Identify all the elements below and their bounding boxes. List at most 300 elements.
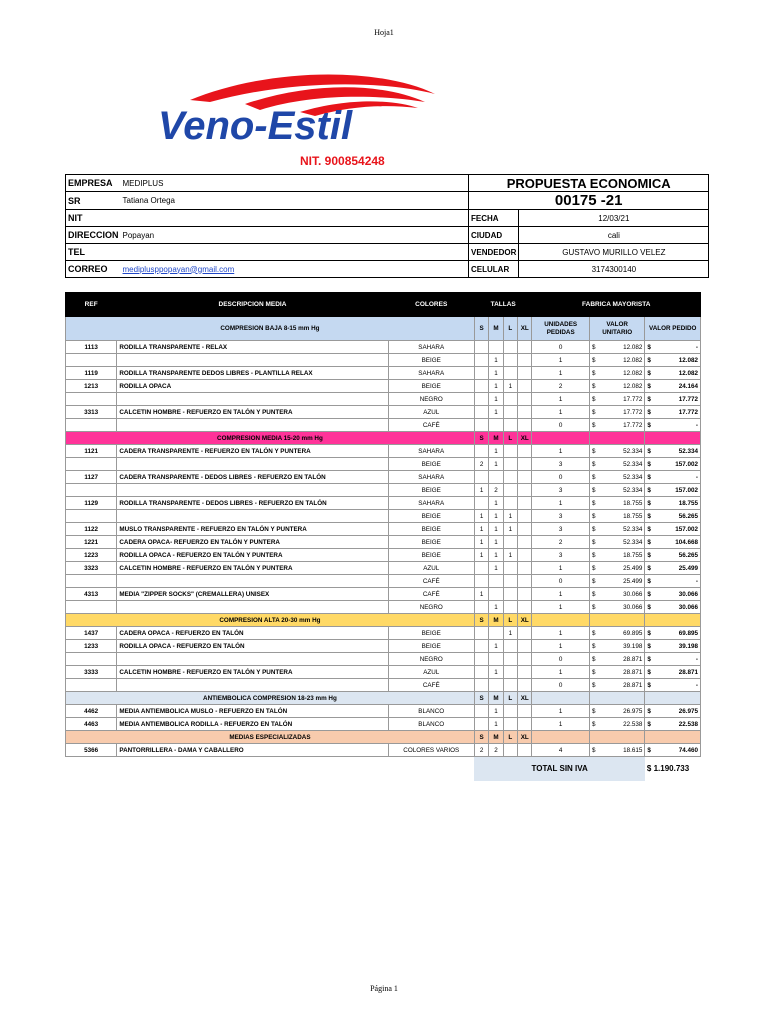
currency-symbol: $ [647, 395, 651, 403]
unit-value-amount: 28.871 [623, 681, 643, 689]
unit-value-amount: 17.772 [623, 408, 643, 416]
order-value-amount: - [695, 421, 698, 429]
currency-symbol: $ [647, 473, 651, 481]
row-unit-value [589, 523, 644, 536]
section-title: COMPRESION BAJA 8-15 mm Hg [66, 317, 475, 341]
unit-value-amount: 52.334 [623, 538, 643, 546]
row-order-value [645, 549, 701, 562]
empresa-value: MEDIPLUS [121, 175, 469, 192]
row-color: COLORES VARIOS [388, 744, 474, 757]
row-description [117, 484, 388, 497]
order-value-amount: 17.772 [678, 395, 698, 403]
currency-symbol: $ [591, 447, 596, 455]
row-color: BEIGE [388, 549, 474, 562]
size-m-header: M [489, 614, 503, 627]
row-color: SAHARA [388, 471, 474, 484]
row-description [117, 679, 388, 692]
row-order-value [645, 562, 701, 575]
row-ref [66, 458, 117, 471]
table-row [66, 380, 701, 393]
row-description: MEDIA "ZIPPER SOCKS" (CREMALLERA) UNISEX [117, 588, 388, 601]
unit-value-amount: 12.082 [623, 369, 643, 377]
unit-value-amount: 12.082 [623, 382, 643, 390]
row-description [117, 601, 388, 614]
row-size-xl [518, 653, 532, 666]
row-unit-value [589, 562, 644, 575]
col-colores: COLORES [388, 293, 474, 317]
row-units: 1 [532, 562, 590, 575]
table-row [66, 510, 701, 523]
currency-symbol: $ [647, 564, 651, 572]
section-header-row [66, 731, 701, 744]
company-nit: NIT. 900854248 [300, 154, 385, 168]
currency-symbol: $ [591, 538, 596, 546]
row-units: 3 [532, 523, 590, 536]
row-size-m [489, 575, 503, 588]
row-size-l [503, 367, 517, 380]
table-row [66, 653, 701, 666]
table-row [66, 419, 701, 432]
section-title: COMPRESION MEDIA 15-20 mm Hg [66, 432, 475, 445]
unit-value-amount: 28.871 [623, 668, 643, 676]
order-value-amount: 12.082 [678, 369, 698, 377]
row-size-xl [518, 536, 532, 549]
currency-symbol: $ [647, 681, 651, 689]
currency-symbol: $ [591, 564, 596, 572]
row-size-xl [518, 510, 532, 523]
direccion-label: DIRECCION [66, 227, 121, 244]
row-order-value [645, 640, 701, 653]
row-size-s [474, 679, 488, 692]
table-row [66, 523, 701, 536]
row-color: BLANCO [388, 718, 474, 731]
row-size-l [503, 354, 517, 367]
row-ref: 1437 [66, 627, 117, 640]
row-units: 3 [532, 510, 590, 523]
row-units: 1 [532, 445, 590, 458]
row-order-value [645, 484, 701, 497]
row-size-m [489, 588, 503, 601]
size-s-header: S [474, 432, 488, 445]
row-description [117, 419, 388, 432]
row-unit-value [589, 549, 644, 562]
currency-symbol: $ [647, 668, 651, 676]
order-value-amount: 24.164 [678, 382, 698, 390]
client-info-table [65, 174, 709, 278]
row-description: PANTORRILLERA - DAMA Y CABALLERO [117, 744, 388, 757]
row-color: BEIGE [388, 458, 474, 471]
row-units: 3 [532, 549, 590, 562]
row-unit-value [589, 497, 644, 510]
row-unit-value [589, 627, 644, 640]
row-ref [66, 419, 117, 432]
row-unit-value [589, 653, 644, 666]
currency-symbol: $ [647, 343, 651, 351]
proposal-number: 00175 -21 [469, 192, 709, 210]
order-value-amount: 30.066 [678, 590, 698, 598]
order-value-amount: 56.265 [678, 551, 698, 559]
currency-symbol: $ [591, 486, 596, 494]
currency-symbol: $ [591, 642, 596, 650]
table-row [66, 627, 701, 640]
row-description: CADERA OPACA - REFUERZO EN TALÓN [117, 627, 388, 640]
row-description: CADERA OPACA- REFUERZO EN TALÓN Y PUNTERA [117, 536, 388, 549]
row-color: BEIGE [388, 380, 474, 393]
order-value-amount: 18.755 [678, 499, 698, 507]
section-header-row [66, 614, 701, 627]
currency-symbol: $ [591, 668, 596, 676]
col-ref: REF [66, 293, 117, 317]
row-unit-value [589, 484, 644, 497]
row-units: 1 [532, 627, 590, 640]
row-size-m: 2 [489, 484, 503, 497]
row-units: 1 [532, 640, 590, 653]
row-units: 3 [532, 458, 590, 471]
order-value-amount: - [695, 681, 698, 689]
row-size-s [474, 653, 488, 666]
table-row [66, 484, 701, 497]
row-ref [66, 679, 117, 692]
row-ref: 1113 [66, 341, 117, 354]
row-size-s [474, 419, 488, 432]
row-size-s: 1 [474, 588, 488, 601]
row-order-value [645, 458, 701, 471]
row-size-xl [518, 562, 532, 575]
currency-symbol: $ [591, 512, 596, 520]
size-s-header: S [474, 317, 488, 341]
row-order-value [645, 471, 701, 484]
unit-value-amount: 25.499 [623, 564, 643, 572]
row-size-s [474, 627, 488, 640]
table-row [66, 341, 701, 354]
row-units: 2 [532, 380, 590, 393]
row-size-l [503, 640, 517, 653]
size-l-header: L [503, 432, 517, 445]
nit-value [121, 210, 469, 227]
row-description: MEDIA ANTIEMBOLICA RODILLA - REFUERZO EN TALÓN [117, 718, 388, 731]
order-value-amount: 157.002 [675, 460, 698, 468]
row-size-l: 1 [503, 523, 517, 536]
row-description [117, 354, 388, 367]
row-order-value [645, 497, 701, 510]
fecha-label: FECHA [469, 210, 519, 227]
row-size-m: 1 [489, 393, 503, 406]
total-value [645, 757, 701, 781]
section-header-empty [589, 692, 644, 705]
col-fabrica: FABRICA MAYORISTA [532, 293, 701, 317]
row-size-s [474, 562, 488, 575]
row-color: BEIGE [388, 627, 474, 640]
row-size-l [503, 588, 517, 601]
row-order-value [645, 536, 701, 549]
row-ref: 5366 [66, 744, 117, 757]
unit-value-amount: 25.499 [623, 577, 643, 585]
row-order-value [645, 575, 701, 588]
row-size-xl [518, 497, 532, 510]
row-order-value [645, 419, 701, 432]
order-value-amount: - [695, 473, 698, 481]
vendedor-value: GUSTAVO MURILLO VELEZ [519, 244, 709, 261]
unit-value-amount: 52.334 [623, 447, 643, 455]
row-size-m [489, 471, 503, 484]
row-size-s [474, 380, 488, 393]
row-units: 1 [532, 601, 590, 614]
row-units: 1 [532, 705, 590, 718]
table-row [66, 562, 701, 575]
row-ref: 1127 [66, 471, 117, 484]
col-tallas: TALLAS [474, 293, 532, 317]
currency-symbol: $ [647, 447, 651, 455]
currency-symbol: $ [647, 720, 651, 728]
row-size-l [503, 458, 517, 471]
currency-symbol: $ [591, 590, 596, 598]
row-units: 0 [532, 575, 590, 588]
row-units: 4 [532, 744, 590, 757]
row-units: 1 [532, 406, 590, 419]
row-ref [66, 510, 117, 523]
row-color: BEIGE [388, 523, 474, 536]
currency-symbol: $ [647, 460, 651, 468]
page-footer: Página 1 [370, 984, 398, 993]
size-xl-header: XL [518, 614, 532, 627]
row-size-m: 1 [489, 549, 503, 562]
size-xl-header: XL [518, 692, 532, 705]
row-color: NEGRO [388, 393, 474, 406]
currency-symbol: $ [591, 655, 596, 663]
table-row [66, 445, 701, 458]
row-size-s [474, 705, 488, 718]
row-units: 0 [532, 653, 590, 666]
row-size-s [474, 575, 488, 588]
section-header-empty [532, 432, 590, 445]
row-size-m [489, 627, 503, 640]
row-size-s: 1 [474, 510, 488, 523]
row-unit-value [589, 666, 644, 679]
currency-symbol: $ [591, 525, 596, 533]
row-size-l: 1 [503, 549, 517, 562]
row-size-m: 1 [489, 718, 503, 731]
row-ref: 4463 [66, 718, 117, 731]
row-color: AZUL [388, 666, 474, 679]
currency-symbol: $ [647, 551, 651, 559]
order-value-header: VALOR PEDIDO [645, 317, 701, 341]
order-value-amount: 52.334 [678, 447, 698, 455]
correo-link[interactable]: mediplusppopayan@gmail.com [121, 261, 469, 278]
unit-value-amount: 52.334 [623, 460, 643, 468]
order-value-amount: - [695, 343, 698, 351]
row-size-m: 2 [489, 744, 503, 757]
section-header-empty [645, 731, 701, 744]
order-value-amount: 22.538 [678, 720, 698, 728]
row-ref: 3313 [66, 406, 117, 419]
row-units: 1 [532, 666, 590, 679]
units-header: UNIDADES PEDIDAS [532, 317, 590, 341]
currency-symbol: $ [647, 603, 651, 611]
row-size-s: 1 [474, 523, 488, 536]
ciudad-label: CIUDAD [469, 227, 519, 244]
nit-label: NIT [66, 210, 121, 227]
order-value-amount: 17.772 [678, 408, 698, 416]
row-size-xl [518, 705, 532, 718]
section-header-empty [532, 614, 590, 627]
row-ref [66, 484, 117, 497]
row-units: 1 [532, 588, 590, 601]
row-order-value [645, 705, 701, 718]
order-value-amount: - [695, 655, 698, 663]
row-color: BLANCO [388, 705, 474, 718]
svg-text:Veno-Estil: Veno-Estil [158, 104, 353, 148]
row-color: BEIGE [388, 640, 474, 653]
row-size-m: 1 [489, 562, 503, 575]
currency-symbol: $ [647, 707, 651, 715]
row-size-m: 1 [489, 406, 503, 419]
row-size-l: 1 [503, 380, 517, 393]
total-spacer [66, 757, 475, 781]
row-size-s [474, 640, 488, 653]
row-units: 3 [532, 484, 590, 497]
table-row [66, 601, 701, 614]
row-unit-value [589, 536, 644, 549]
order-value-amount: 104.668 [675, 538, 698, 546]
unit-value-amount: 18.755 [623, 551, 643, 559]
currency-symbol: $ [591, 421, 596, 429]
row-unit-value [589, 380, 644, 393]
row-size-l [503, 575, 517, 588]
row-units: 1 [532, 718, 590, 731]
row-unit-value [589, 367, 644, 380]
table-row [66, 575, 701, 588]
size-s-header: S [474, 614, 488, 627]
currency-symbol: $ [591, 681, 596, 689]
table-row [66, 679, 701, 692]
row-size-s: 2 [474, 458, 488, 471]
row-size-xl [518, 549, 532, 562]
section-header-empty [532, 692, 590, 705]
row-units: 0 [532, 419, 590, 432]
currency-symbol: $ [591, 343, 596, 351]
row-size-m: 1 [489, 510, 503, 523]
currency-symbol: $ [647, 642, 651, 650]
row-description: CADERA TRANSPARENTE - REFUERZO EN TALÓN Y PUNTERA [117, 445, 388, 458]
row-ref [66, 393, 117, 406]
row-description: RODILLA OPACA - REFUERZO EN TALÓN Y PUNTERA [117, 549, 388, 562]
row-size-s [474, 393, 488, 406]
size-s-header: S [474, 731, 488, 744]
correo-label: CORREO [66, 261, 121, 278]
row-size-m: 1 [489, 380, 503, 393]
currency-symbol: $ [646, 764, 652, 774]
order-value-amount: 69.895 [678, 629, 698, 637]
row-size-l [503, 341, 517, 354]
unit-value-amount: 30.066 [623, 603, 643, 611]
order-value-amount: 39.198 [678, 642, 698, 650]
tel-label: TEL [66, 244, 121, 261]
currency-symbol: $ [647, 356, 651, 364]
row-order-value [645, 627, 701, 640]
row-description [117, 458, 388, 471]
row-size-m: 1 [489, 445, 503, 458]
row-size-l [503, 393, 517, 406]
row-color: BEIGE [388, 536, 474, 549]
row-description: MUSLO TRANSPARENTE - REFUERZO EN TALÓN Y PUNTERA [117, 523, 388, 536]
row-unit-value [589, 406, 644, 419]
section-header-empty [589, 731, 644, 744]
row-unit-value [589, 640, 644, 653]
row-size-s [474, 718, 488, 731]
unit-value-amount: 52.334 [623, 473, 643, 481]
table-row [66, 549, 701, 562]
celular-value: 3174300140 [519, 261, 709, 278]
row-size-xl [518, 471, 532, 484]
row-color: CAFÉ [388, 679, 474, 692]
row-description: RODILLA OPACA [117, 380, 388, 393]
row-ref [66, 354, 117, 367]
row-ref: 4313 [66, 588, 117, 601]
row-description: MEDIA ANTIEMBOLICA MUSLO - REFUERZO EN TALÓN [117, 705, 388, 718]
size-xl-header: XL [518, 432, 532, 445]
row-size-m [489, 419, 503, 432]
row-order-value [645, 666, 701, 679]
row-size-xl [518, 380, 532, 393]
row-size-xl [518, 666, 532, 679]
row-description: CALCETIN HOMBRE - REFUERZO EN TALÓN Y PUNTERA [117, 666, 388, 679]
section-header-empty [589, 614, 644, 627]
row-size-xl [518, 458, 532, 471]
section-header-empty [532, 731, 590, 744]
total-row [66, 757, 701, 781]
currency-symbol: $ [591, 746, 596, 754]
row-size-s: 1 [474, 549, 488, 562]
currency-symbol: $ [647, 499, 651, 507]
row-ref [66, 653, 117, 666]
row-unit-value [589, 601, 644, 614]
row-color: SAHARA [388, 367, 474, 380]
section-title: ANTIEMBOLICA COMPRESION 18-23 mm Hg [66, 692, 475, 705]
row-color: SAHARA [388, 341, 474, 354]
row-ref [66, 601, 117, 614]
row-size-l [503, 406, 517, 419]
row-unit-value [589, 588, 644, 601]
row-size-xl [518, 393, 532, 406]
unit-value-amount: 18.755 [623, 499, 643, 507]
currency-symbol: $ [647, 746, 651, 754]
row-ref: 1122 [66, 523, 117, 536]
tel-value [121, 244, 469, 261]
row-size-m: 1 [489, 497, 503, 510]
order-value-amount: 30.066 [678, 603, 698, 611]
row-unit-value [589, 471, 644, 484]
row-size-m [489, 679, 503, 692]
fecha-value: 12/03/21 [519, 210, 709, 227]
total-label: TOTAL SIN IVA [474, 757, 645, 781]
row-ref: 1221 [66, 536, 117, 549]
row-color: CAFÉ [388, 588, 474, 601]
celular-label: CELULAR [469, 261, 519, 278]
row-size-s: 1 [474, 484, 488, 497]
section-header-row [66, 692, 701, 705]
currency-symbol: $ [591, 460, 596, 468]
row-size-s [474, 471, 488, 484]
row-size-s [474, 601, 488, 614]
table-row [66, 744, 701, 757]
row-order-value [645, 406, 701, 419]
order-value-amount: 28.871 [678, 668, 698, 676]
currency-symbol: $ [591, 395, 596, 403]
size-l-header: L [503, 317, 517, 341]
unit-value-amount: 52.334 [623, 486, 643, 494]
section-header-empty [645, 692, 701, 705]
row-color: BEIGE [388, 484, 474, 497]
